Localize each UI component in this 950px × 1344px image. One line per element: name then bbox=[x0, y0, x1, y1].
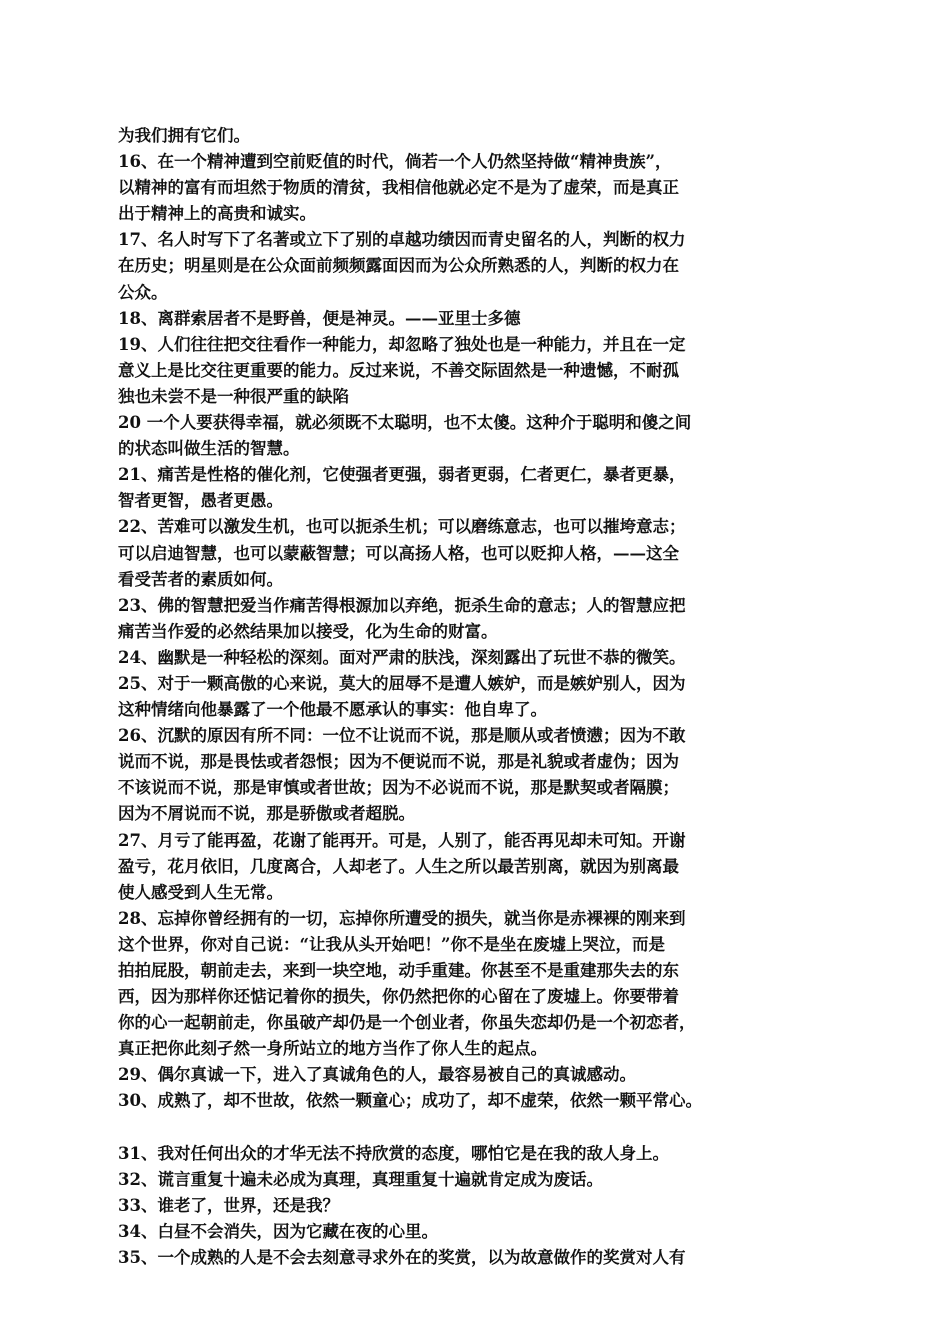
text-line: 17、名人时写下了名著或立下了别的卓越功绩因而青史留名的人，判断的权力 bbox=[118, 230, 686, 250]
text-line: 以精神的富有而坦然于物质的清贫，我相信他就必定不是为了虚荣，而是真正 bbox=[118, 178, 679, 198]
document-body bbox=[118, 123, 830, 1271]
text-line: 29、偶尔真诚一下，进入了真诚角色的人，最容易被自己的真诚感动。 bbox=[118, 1065, 636, 1085]
text-line: 公众。 bbox=[118, 282, 168, 302]
text-line: 35、一个成熟的人是不会去刻意寻求外在的奖赏，以为故意做作的奖赏对人有 bbox=[118, 1248, 686, 1268]
text-line: 看受苦者的素质如何。 bbox=[118, 569, 283, 589]
text-line: 16、在一个精神遭到空前贬值的时代，倘若一个人仍然坚持做“精神贵族”， bbox=[118, 152, 672, 172]
text-line: 盈亏，花月依旧，几度离合，人却老了。人生之所以最苦别离，就因为别离最 bbox=[118, 856, 679, 876]
blank-line bbox=[118, 1115, 830, 1141]
text-line: 拍拍屁股，朝前走去，来到一块空地，动手重建。你甚至不是重建那失去的东 bbox=[118, 961, 679, 980]
text-line: 意义上是比交往更重要的能力。反过来说，不善交际固然是一种遗憾，不耐孤 bbox=[118, 360, 679, 380]
text-line: 26、沉默的原因有所不同：一位不让说而不说，那是顺从或者愤懑；因为不敢 bbox=[118, 726, 686, 746]
text-line: 真正把你此刻孑然一身所站立的地方当作了你人生的起点。 bbox=[118, 1039, 547, 1059]
text-line: 的状态叫做生活的智慧。 bbox=[118, 439, 300, 459]
text-line: 22、苦难可以激发生机，也可以扼杀生机；可以磨练意志，也可以摧垮意志； bbox=[118, 517, 686, 537]
text-line: 说而不说，那是畏怯或者怨恨；因为不便说而不说，那是礼貌或者虚伪；因为 bbox=[118, 752, 679, 772]
text-line: 19、人们往往把交往看作一种能力，却忽略了独处也是一种能力，并且在一定 bbox=[118, 334, 686, 354]
text-line: 这个世界，你对自己说：“让我从头开始吧！”你不是坐在废墟上哭泣，而是 bbox=[118, 934, 665, 954]
text-line: 24、幽默是一种轻松的深刻。面对严肃的肤浅，深刻露出了玩世不恭的微笑。 bbox=[118, 647, 686, 667]
text-line: 因为不屑说而不说，那是骄傲或者超脱。 bbox=[118, 804, 415, 824]
text-line: 西，因为那样你还惦记着你的损失，你仍然把你的心留在了废墟上。你要带着 bbox=[118, 987, 679, 1007]
text-line: 21、痛苦是性格的催化剂，它使强者更强，弱者更弱，仁者更仁，暴者更暴， bbox=[118, 465, 686, 485]
text-line: 可以启迪智慧，也可以蒙蔽智慧；可以高扬人格，也可以贬抑人格，——这全 bbox=[118, 543, 679, 563]
text-line: 20 一个人要获得幸福，就必须既不太聪明，也不太傻。这种介于聪明和傻之间 bbox=[118, 413, 692, 433]
text-line: 你的心一起朝前走，你虽破产却仍是一个创业者，你虽失恋却仍是一个初恋者， bbox=[118, 1013, 696, 1033]
text-line: 18、离群索居者不是野兽，便是神灵。——亚里士多德 bbox=[118, 308, 521, 328]
text-line: 34、白昼不会消失，因为它藏在夜的心里。 bbox=[118, 1221, 438, 1241]
text-line: 27、月亏了能再盈，花谢了能再开。可是，人别了，能否再见却未可知。开谢 bbox=[118, 830, 686, 850]
text-line: 痛苦当作爱的必然结果加以接受，化为生命的财富。 bbox=[118, 621, 498, 641]
text-line: 32、谎言重复十遍未必成为真理，真理重复十遍就肯定成为废话。 bbox=[118, 1169, 603, 1189]
text-line: 33、谁老了，世界，还是我？ bbox=[118, 1195, 339, 1215]
text-line: 出于精神上的高贵和诚实。 bbox=[118, 204, 316, 224]
text-line: 不该说而不说，那是审慎或者世故；因为不必说而不说，那是默契或者隔膜； bbox=[118, 778, 679, 798]
text-line: 23、佛的智慧把爱当作痛苦得根源加以弃绝，扼杀生命的意志；人的智慧应把 bbox=[118, 595, 686, 615]
text-line: 31、我对任何出众的才华无法不持欣赏的态度，哪怕它是在我的敌人身上。 bbox=[118, 1143, 669, 1163]
text-line: 智者更智，愚者更愚。 bbox=[118, 491, 283, 511]
text-line: 在历史；明星则是在公众面前频频露面因而为公众所熟悉的人，判断的权力在 bbox=[118, 256, 679, 276]
text-line: 独也未尝不是一种很严重的缺陷 bbox=[118, 386, 349, 406]
text-line: 28、忘掉你曾经拥有的一切，忘掉你所遭受的损失，就当你是赤裸裸的刚来到 bbox=[118, 908, 686, 928]
text-line: 为我们拥有它们。 bbox=[118, 126, 250, 145]
text-line: 30、成熟了，却不世故，依然一颗童心；成功了，却不虚荣，依然一颗平常心。 bbox=[118, 1091, 702, 1111]
text-line: 这种情绪向他暴露了一个他最不愿承认的事实：他自卑了。 bbox=[118, 700, 547, 720]
text-line: 25、对于一颗高傲的心来说，莫大的屈辱不是遭人嫉妒，而是嫉妒别人，因为 bbox=[118, 673, 686, 693]
text-line: 使人感受到人生无常。 bbox=[118, 882, 283, 902]
